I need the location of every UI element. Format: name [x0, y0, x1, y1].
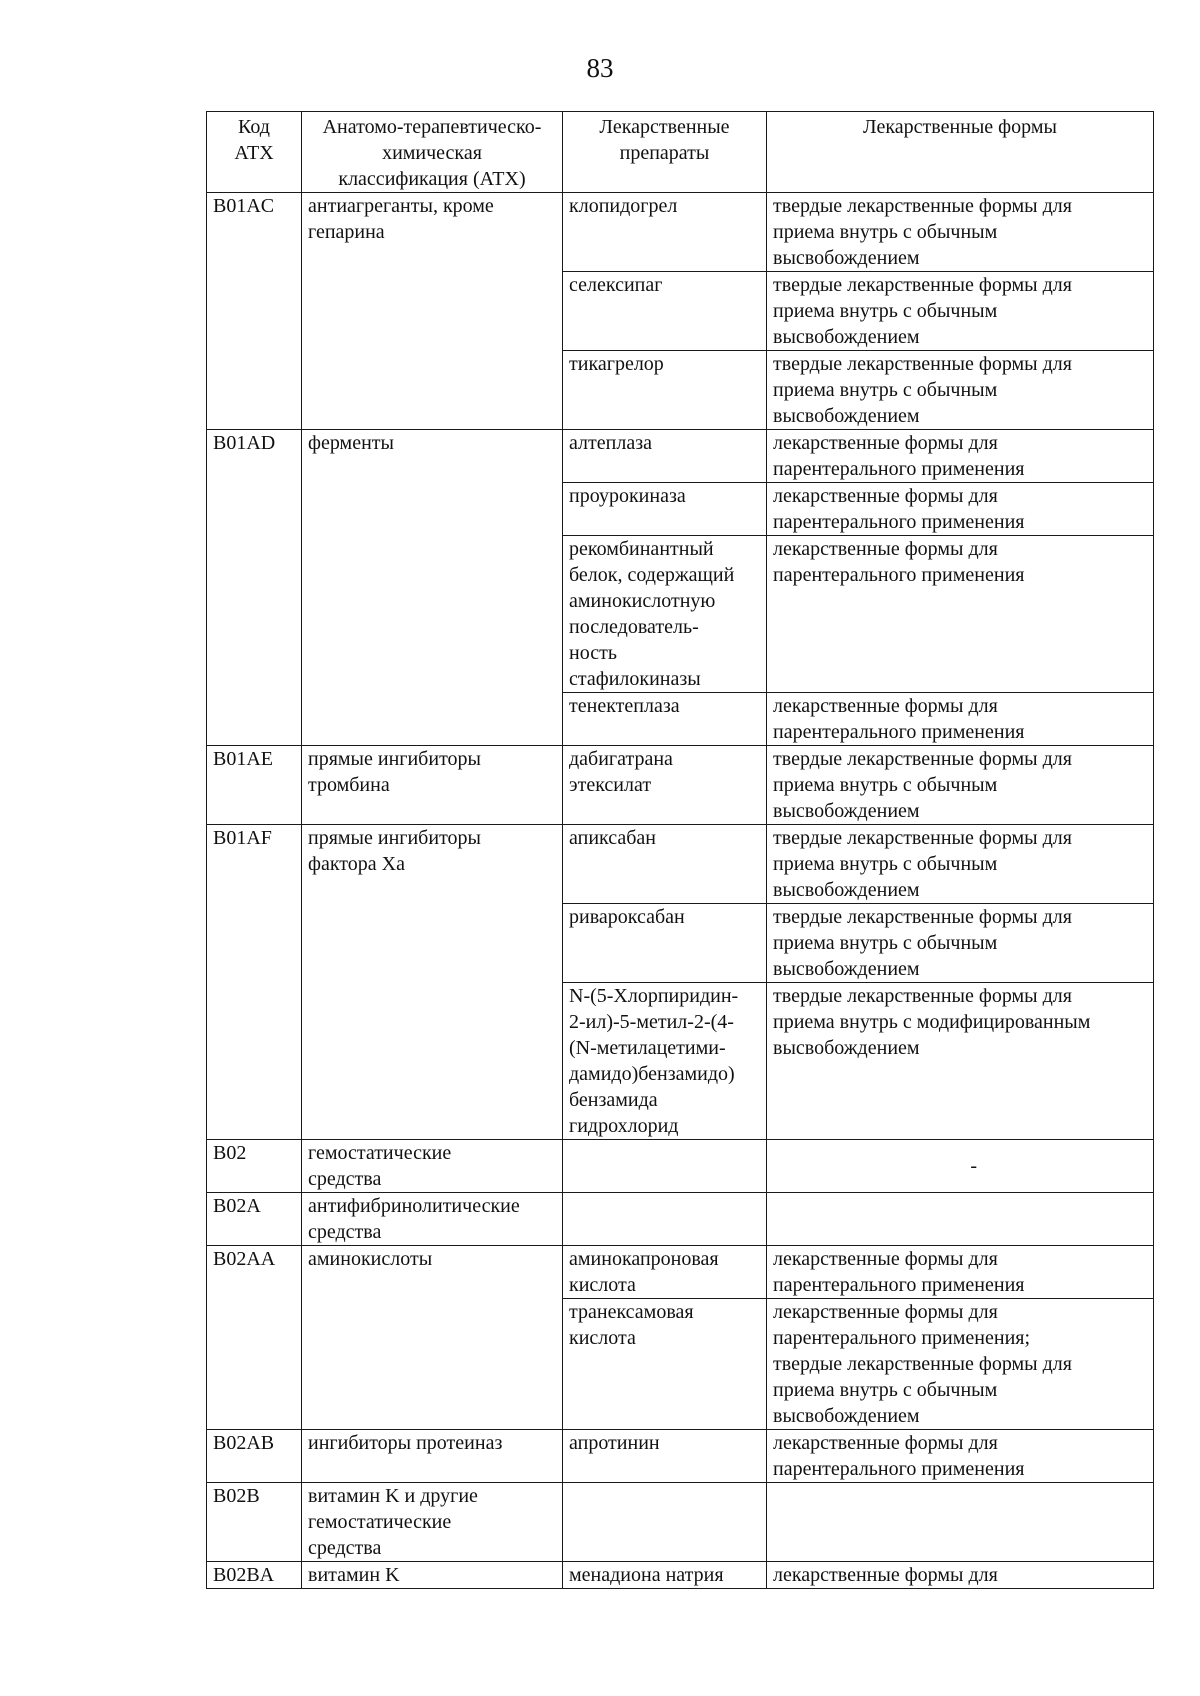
drug-cell: [563, 1193, 767, 1246]
form-line: приема внутрь с обычным: [773, 300, 998, 322]
form-cell: [767, 483, 1154, 536]
form-cell: [767, 1430, 1154, 1483]
form-line: парентерального применения: [773, 564, 1025, 586]
form-cell: [767, 272, 1154, 351]
classification-line: ингибиторы протеиназ: [308, 1432, 503, 1454]
atc-code-cell: [207, 1140, 302, 1193]
form-line: приема внутрь с обычным: [773, 853, 998, 875]
form-line: твердые лекарственные формы для: [773, 195, 1072, 217]
classification-line: гепарина: [308, 221, 385, 243]
drug-line: менадиона натрия: [569, 1564, 724, 1586]
drug-cell: [563, 1299, 767, 1430]
form-line: лекарственные формы для: [773, 1248, 998, 1270]
classification-line: средства: [308, 1221, 382, 1243]
form-line: лекарственные формы для: [773, 695, 998, 717]
header-line: препараты: [619, 142, 710, 164]
drug-line: кислота: [569, 1327, 636, 1349]
classification-cell: [302, 1483, 563, 1562]
form-line: парентерального применения: [773, 721, 1025, 743]
drug-line: гидрохлорид: [569, 1115, 679, 1137]
table-row: [207, 746, 1154, 825]
form-line: высвобождением: [773, 1405, 920, 1427]
form-line: лекарственные формы для: [773, 485, 998, 507]
drug-line: белок, содержащий: [569, 564, 735, 586]
classification-line: прямые ингибиторы: [308, 827, 481, 849]
drug-cell: [563, 1562, 767, 1589]
atc-code: B02: [213, 1142, 247, 1164]
form-cell: [767, 693, 1154, 746]
table-row: [207, 193, 1154, 272]
form-line: лекарственные формы для: [773, 1301, 998, 1323]
drug-line: дамидо)бензамидо): [569, 1063, 735, 1085]
atc-code: B01AF: [213, 827, 272, 849]
drug-line: 2-ил)-5-метил-2-(4-: [569, 1011, 734, 1033]
form-line: высвобождением: [773, 800, 920, 822]
drug-line: дабигатрана: [569, 748, 673, 770]
form-line: твердые лекарственные формы для: [773, 274, 1072, 296]
atc-code-cell: [207, 746, 302, 825]
form-line: твердые лекарственные формы для: [773, 985, 1072, 1007]
drug-cell: [563, 1483, 767, 1562]
classification-line: аминокислоты: [308, 1248, 433, 1270]
header-line: Лекарственные: [599, 116, 730, 138]
form-line: высвобождением: [773, 326, 920, 348]
page-number: 83: [586, 53, 614, 83]
classification-line: витамин K: [308, 1564, 400, 1586]
drug-cell: [563, 693, 767, 746]
atc-code: B02B: [213, 1485, 260, 1507]
drug-cell: [563, 825, 767, 904]
form-cell: [767, 1140, 1154, 1193]
classification-cell: [302, 1246, 563, 1430]
classification-line: ферменты: [308, 432, 394, 454]
form-cell: [767, 193, 1154, 272]
form-cell: [767, 904, 1154, 983]
classification-line: гемостатические: [308, 1511, 452, 1533]
table-row: [207, 1140, 1154, 1193]
form-line: высвобождением: [773, 247, 920, 269]
table-row: [207, 1562, 1154, 1589]
drug-line: последователь-: [569, 616, 699, 638]
atc-code-cell: [207, 193, 302, 430]
table-row: [207, 1193, 1154, 1246]
classification-cell: [302, 430, 563, 746]
table-row: [207, 1246, 1154, 1299]
form-cell: [767, 1193, 1154, 1246]
atc-code-cell: [207, 430, 302, 746]
form-line: парентерального применения;: [773, 1327, 1031, 1349]
form-line: приема внутрь с обычным: [773, 932, 998, 954]
form-line: высвобождением: [773, 879, 920, 901]
atc-code: B02AB: [213, 1432, 275, 1454]
drug-cell: [563, 351, 767, 430]
drug-line: тикагрелор: [569, 353, 664, 375]
drug-cell: [563, 430, 767, 483]
drug-line: аминокапроновая: [569, 1248, 719, 1270]
atc-code-cell: [207, 1246, 302, 1430]
form-line: приема внутрь с модифицированным: [773, 1011, 1091, 1033]
table-row: [207, 1430, 1154, 1483]
form-cell: [767, 983, 1154, 1140]
drug-line: бензамида: [569, 1089, 658, 1111]
header-forms: [767, 112, 1154, 193]
classification-cell: [302, 1193, 563, 1246]
form-line: приема внутрь с обычным: [773, 221, 998, 243]
header-line: Лекарственные формы: [863, 116, 1057, 138]
form-cell: [767, 1483, 1154, 1562]
drug-line: ность: [569, 642, 617, 664]
classification-line: антифибринолитические: [308, 1195, 520, 1217]
form-line: твердые лекарственные формы для: [773, 353, 1072, 375]
classification-line: прямые ингибиторы: [308, 748, 481, 770]
atc-code: B02AA: [213, 1248, 276, 1270]
atc-code: B02A: [213, 1195, 261, 1217]
classification-line: средства: [308, 1537, 382, 1559]
classification-line: средства: [308, 1168, 382, 1190]
drug-line: аминокислотную: [569, 590, 716, 612]
atc-code: B02BA: [213, 1564, 275, 1586]
classification-line: тромбина: [308, 774, 390, 796]
form-cell: [767, 430, 1154, 483]
header-line: химическая: [382, 142, 482, 164]
form-line: приема внутрь с обычным: [773, 774, 998, 796]
classification-line: антиагреганты, кроме: [308, 195, 494, 217]
atc-code: B01AC: [213, 195, 275, 217]
drug-cell: [563, 1246, 767, 1299]
drug-line: алтеплаза: [569, 432, 652, 454]
drug-line: апротинин: [569, 1432, 660, 1454]
drug-line: кислота: [569, 1274, 636, 1296]
form-line: парентерального применения: [773, 511, 1025, 533]
drug-line: рекомбинантный: [569, 538, 714, 560]
header-line: Код: [238, 116, 270, 138]
drug-cell: [563, 746, 767, 825]
form-line: лекарственные формы для: [773, 1432, 998, 1454]
drug-line: этексилат: [569, 774, 652, 796]
form-line: высвобождением: [773, 958, 920, 980]
classification-line: витамин K и другие: [308, 1485, 478, 1507]
drug-cell: [563, 1140, 767, 1193]
form-cell: [767, 351, 1154, 430]
atc-code-cell: [207, 1483, 302, 1562]
drug-cell: [563, 983, 767, 1140]
form-line: приема внутрь с обычным: [773, 379, 998, 401]
form-line: приема внутрь с обычным: [773, 1379, 998, 1401]
drug-line: транексамовая: [569, 1301, 694, 1323]
form-line: высвобождением: [773, 1037, 920, 1059]
atc-code-cell: [207, 1562, 302, 1589]
header-code: [207, 112, 302, 193]
header-line: Анатомо-терапевтическо-: [322, 116, 542, 138]
classification-line: фактора Xa: [308, 853, 405, 875]
drug-line: апиксабан: [569, 827, 656, 849]
form-line: лекарственные формы для: [773, 432, 998, 454]
drug-line: селексипаг: [569, 274, 663, 296]
header-classification: [302, 112, 563, 193]
drug-line: клопидогрел: [569, 195, 678, 217]
form-line: парентерального применения: [773, 1274, 1025, 1296]
dash-mark: -: [970, 1155, 977, 1177]
atc-code: B01AE: [213, 748, 273, 770]
classification-cell: [302, 193, 563, 430]
atc-drug-table: [206, 111, 1154, 1589]
atc-code-cell: [207, 825, 302, 1140]
form-cell: [767, 1562, 1154, 1589]
drug-cell: [563, 1430, 767, 1483]
form-line: твердые лекарственные формы для: [773, 1353, 1072, 1375]
form-line: парентерального применения: [773, 1458, 1025, 1480]
atc-code: B01AD: [213, 432, 276, 454]
header-drugs: [563, 112, 767, 193]
table-row: [207, 825, 1154, 904]
atc-code-cell: [207, 1193, 302, 1246]
table-header-row: [207, 112, 1154, 193]
drug-cell: [563, 536, 767, 693]
drug-cell: [563, 483, 767, 536]
form-line: твердые лекарственные формы для: [773, 906, 1072, 928]
form-cell: [767, 825, 1154, 904]
form-line: твердые лекарственные формы для: [773, 748, 1072, 770]
header-line: классификация (АТХ): [338, 168, 526, 190]
drug-line: проурокиназа: [569, 485, 686, 507]
form-line: парентерального применения: [773, 458, 1025, 480]
classification-cell: [302, 1430, 563, 1483]
classification-line: гемостатические: [308, 1142, 452, 1164]
table-row: [207, 1483, 1154, 1562]
form-cell: [767, 1246, 1154, 1299]
drug-cell: [563, 272, 767, 351]
drug-cell: [563, 193, 767, 272]
form-line: лекарственные формы для: [773, 1564, 998, 1586]
form-line: высвобождением: [773, 405, 920, 427]
classification-cell: [302, 1140, 563, 1193]
classification-cell: [302, 1562, 563, 1589]
form-cell: [767, 536, 1154, 693]
atc-code-cell: [207, 1430, 302, 1483]
form-cell: [767, 1299, 1154, 1430]
form-cell: [767, 746, 1154, 825]
drug-line: ривароксабан: [569, 906, 685, 928]
drug-cell: [563, 904, 767, 983]
classification-cell: [302, 825, 563, 1140]
classification-cell: [302, 746, 563, 825]
drug-line: тенектеплаза: [569, 695, 680, 717]
form-line: твердые лекарственные формы для: [773, 827, 1072, 849]
drug-line: N-(5-Хлорпиридин-: [569, 985, 739, 1007]
drug-line: стафилокиназы: [569, 668, 701, 690]
header-line: АТХ: [234, 142, 274, 164]
table-row: [207, 430, 1154, 483]
form-line: лекарственные формы для: [773, 538, 998, 560]
drug-line: (N-метилацетими-: [569, 1037, 726, 1059]
